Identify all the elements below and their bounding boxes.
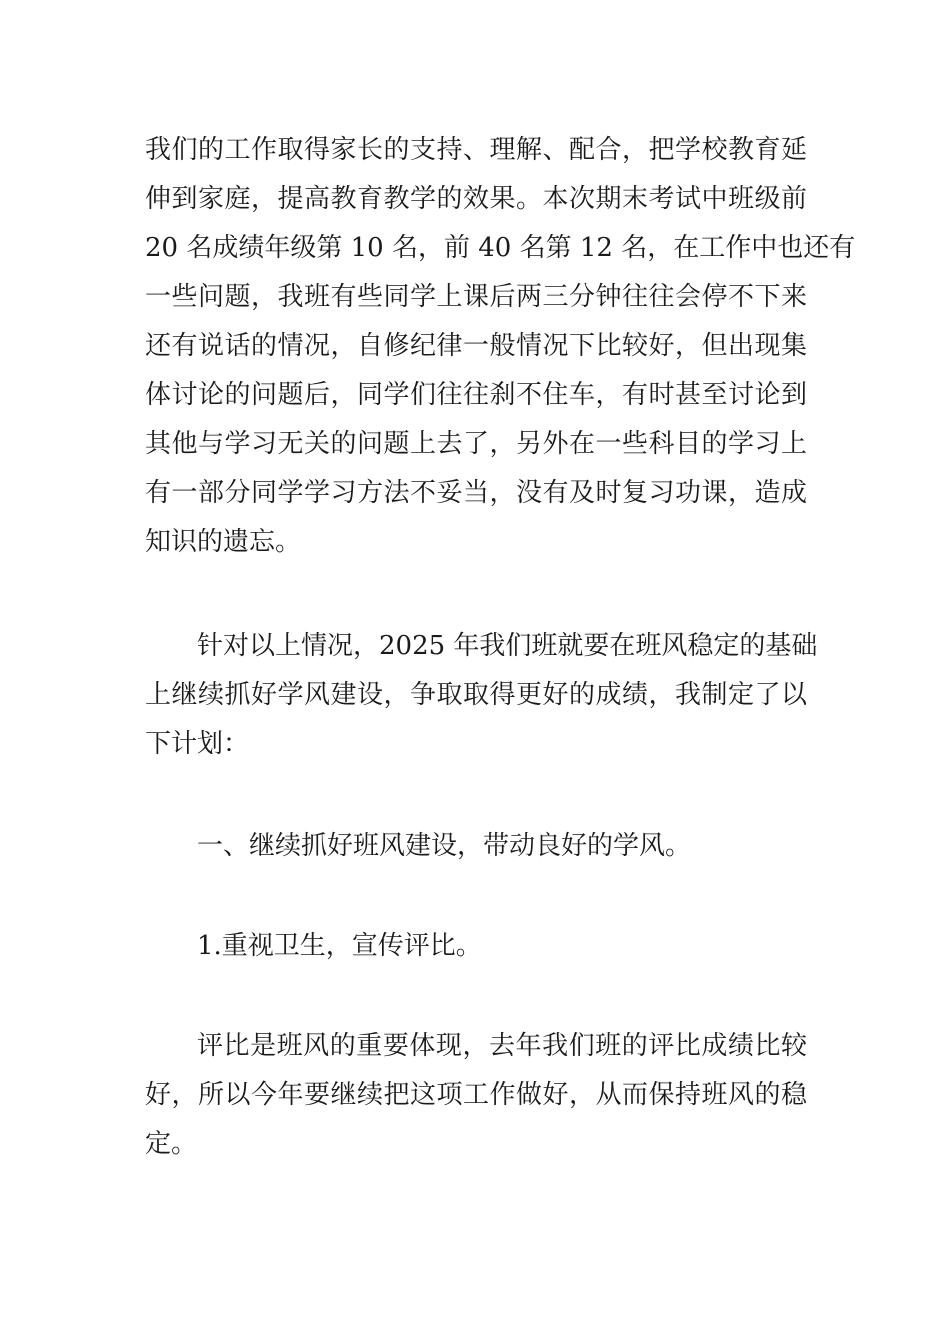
paragraph-line: 20 名成绩年级第 10 名，前 40 名第 12 名，在工作中也还有 [145,233,856,263]
paragraph-line: 下计划： [145,729,250,759]
paragraph-line: 其他与学习无关的问题上去了，另外在一些科目的学习上 [145,429,807,459]
paragraph-1 [145,126,856,567]
paragraph-line: 好，所以今年要继续把这项工作做好，从而保持班风的稳 [145,1080,807,1110]
paragraph-line: 一些问题，我班有些同学上课后两三分钟往往会停不下来 [145,282,807,312]
paragraph-3 [145,822,807,871]
paragraph-line: 有一部分同学学习方法不妥当，没有及时复习功课，造成 [145,478,807,508]
paragraph-line: 还有说话的情况，自修纪律一般情况下比较好，但出现集 [145,331,807,361]
paragraph-line: 体讨论的问题后，同学们往往刹不住车，有时甚至讨论到 [145,380,807,410]
paragraph-4 [145,922,807,971]
paragraph-line: 上继续抓好学风建设，争取取得更好的成绩，我制定了以 [145,680,807,710]
paragraph-line: 知识的遗忘。 [145,527,302,557]
paragraph-line: 评比是班风的重要体现，去年我们班的评比成绩比较 [197,1031,807,1061]
section-heading: 一、继续抓好班风建设，带动良好的学风。 [197,831,692,861]
paragraph-line: 定。 [145,1129,198,1159]
subsection-heading: 1.重视卫生，宣传评比。 [197,931,482,961]
paragraph-line: 针对以上情况，2025 年我们班就要在班风稳定的基础 [197,631,818,661]
paragraph-line: 伸到家庭，提高教育教学的效果。本次期末考试中班级前 [145,184,807,214]
paragraph-line: 我们的工作取得家长的支持、理解、配合，把学校教育延 [145,135,807,165]
paragraph-2 [145,622,818,769]
paragraph-5 [145,1022,807,1169]
